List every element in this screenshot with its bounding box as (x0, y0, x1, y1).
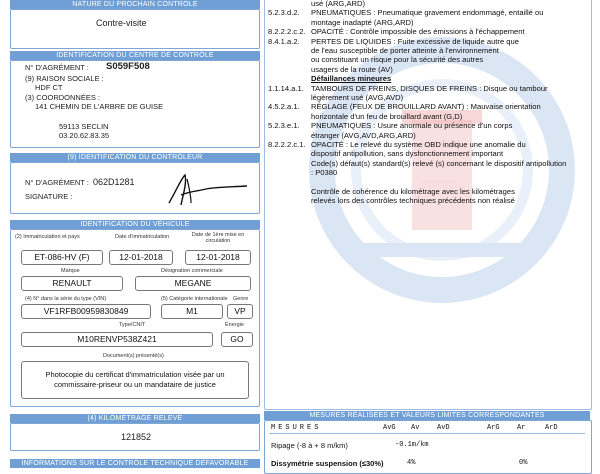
genre-field: VP (227, 304, 253, 319)
col-av: Av (411, 424, 420, 432)
defect-text: montage inadapté (ARG,ARD) (311, 17, 414, 27)
col-arg: ArG (487, 424, 500, 432)
dissymetrie-ar-value: 0% (519, 459, 528, 467)
defect-code: 4.5.2.a.1. (268, 102, 300, 112)
defect-text: OPACITÉ : Contrôle impossible des émissions à l'échappement (311, 27, 525, 37)
defect-text: dispositif antipollution, sans dysfonctionnement important (311, 149, 504, 159)
energie-label: Énergie (225, 322, 244, 328)
centre-address1: 141 CHEMIN DE L'ARBRE DE GUISE (35, 102, 164, 111)
defect-text: PNEUMATIQUES : Pneumatique gravement endommagé, entaillé ou (311, 8, 544, 18)
defect-text: étranger (AVG,AVD,ARG,ARD) (311, 130, 416, 140)
mesures-box (264, 420, 592, 474)
prochain-controle-box (10, 9, 260, 49)
defect-text: relevés lors des contrôles techniques précédents non réalisé (311, 196, 515, 206)
type-label: Type/CNIT (119, 322, 146, 328)
immat-date-label: Date d'immatriculation (115, 234, 170, 240)
col-avg: AvG (383, 424, 396, 432)
defect-text: PERTES DE LIQUIDES : Fuite excessive de liquide autre que (311, 36, 519, 46)
centre-raison-value: HDF CT (35, 83, 63, 92)
dissymetrie-label: Dissymétrie suspension (≤30%) (271, 459, 384, 468)
prochain-controle-value: Contre-visite (96, 18, 147, 28)
defect-code: 5.2.3.e.1. (268, 121, 300, 131)
centre-coord-label: (3) COORDONNÉES : (25, 93, 101, 102)
defect-text: RÉGLAGE (FEUX DE BROUILLARD AVANT) : Mauvaise orientation (311, 102, 541, 112)
vehicule-box (10, 229, 260, 407)
defect-text: ou constituant un risque pour la sécurité des autres (311, 55, 484, 65)
col-ar: Ar (517, 424, 526, 432)
defect-code: 8.4.1.a.2. (268, 36, 300, 46)
centre-raison-label: (9) RAISON SOCIALE : (25, 74, 104, 83)
defect-text: PNEUMATIQUES : Usure anormale ou présence d'un corps (311, 121, 513, 131)
defect-text: de l'eau susceptible de porter atteinte à l'environnement (311, 46, 499, 55)
defect-text: TAMBOURS DE FREINS, DISQUES DE FREINS : Disque ou tambour (311, 83, 548, 93)
kilometrage-value: 121852 (121, 432, 152, 442)
col-ard: ArD (545, 424, 558, 432)
dissymetrie-avg-value: 4% (407, 459, 416, 467)
kilometrage-box (10, 423, 260, 451)
defect-code: 5.2.3.d.2. (268, 8, 300, 18)
ripage-av-value: -0.1m/km (395, 441, 429, 449)
marque-field: RENAULT (21, 276, 123, 291)
col-avd: AvD (437, 424, 450, 432)
mesures-header: MESURES RÉALISÉES ET VALEURS LIMITES CORRESPONDANTES (264, 411, 590, 420)
defect-text: Contrôle de cohérence du kilométrage avec les kilométrages (311, 187, 515, 196)
controleur-agrement-label: N° D'AGRÉMENT : (25, 178, 89, 187)
controleur-agrement-value: 062D1281 (93, 177, 135, 187)
centre-phone: 03.20.62.83.35 (59, 131, 110, 140)
immat-field: ET-086-HV (F) (21, 250, 103, 265)
documents-field (21, 361, 249, 399)
defect-text: : P0380 (311, 168, 338, 178)
mise-field: 12-01-2018 (185, 250, 251, 265)
categorie-label: (5) Catégorie internationale (161, 296, 228, 302)
defect-text: OPACITÉ : Le relevé du système OBD indique une anomalie du (311, 140, 526, 149)
centre-agrement-value: S059F508 (106, 61, 150, 72)
type-field: M10RENVP538Z421 (21, 332, 213, 347)
defect-text: légèrement usé (AVG,AVD) (311, 93, 404, 102)
mesures-col-title: MESURES (271, 424, 322, 432)
defect-text: Code(s) défaut(s) standard(s) relevé (s) concernant le dispositif antipollution (311, 158, 567, 168)
vehicule-header: IDENTIFICATION DU VÉHICULE (10, 220, 260, 229)
defect-code: 8.2.2.2.c.2. (268, 27, 306, 37)
categorie-field: M1 (161, 304, 223, 319)
defect-text: usagers de la route (AV) (311, 64, 393, 74)
centre-address2: 59113 SECLIN (59, 122, 109, 131)
centre-header: IDENTIFICATION DU CENTRE DE CONTRÔLE (10, 51, 260, 60)
genre-label: Genre (233, 296, 249, 302)
documents-line2: commissaire-priseur ou un mandataire de justice (54, 380, 216, 389)
defect-section-title: Défaillances mineures (311, 74, 392, 84)
energie-field: GO (221, 332, 253, 347)
immat-date-field: 12-01-2018 (109, 250, 173, 265)
vin-field: VF1RFB00959830849 (21, 304, 151, 319)
defect-code: 8.2.2.2.c.1. (268, 140, 306, 149)
documents-label: Document(s) présenté(s) (103, 353, 164, 359)
signature-icon (151, 169, 251, 209)
documents-line1: Photocopie du certificat d'immatriculation visée par un (45, 370, 225, 379)
ripage-label: Ripage (-8 à + 8 m/km) (271, 441, 348, 450)
mise-label: Date de 1ère mise en circulation (191, 232, 245, 244)
designation-label: Désignation commerciale (161, 268, 223, 274)
footer-header: INFORMATIONS SUR LE CONTRÔLE TECHNIQUE DÉFAVORABLE (10, 459, 260, 468)
controleur-header: (9) IDENTIFICATION DU CONTRÔLEUR (10, 153, 260, 162)
controleur-box (10, 162, 260, 214)
defect-text: usé (ARG,ARD) (311, 0, 366, 8)
vin-label: (4) N° dans la série du type (VIN) (25, 296, 107, 302)
kilometrage-header: (4) KILOMÉTRAGE RELEVÉ (10, 414, 260, 423)
defect-text: horizontale d'un feu de brouillard avant (G,D) (311, 111, 463, 121)
prochain-controle-header: NATURE DU PROCHAIN CONTRÔLE (10, 0, 260, 9)
immat-label: (2) Immatriculation et pays (15, 234, 80, 240)
marque-label: Marque (61, 268, 80, 274)
mesures-divider (269, 433, 585, 434)
centre-agrement-label: N° D'AGRÉMENT : (25, 63, 89, 72)
defect-code: 1.1.14.a.1. (268, 83, 304, 93)
designation-field: MEGANE (135, 276, 251, 291)
centre-box (10, 60, 260, 148)
controleur-signature-label: SIGNATURE : (25, 192, 73, 201)
